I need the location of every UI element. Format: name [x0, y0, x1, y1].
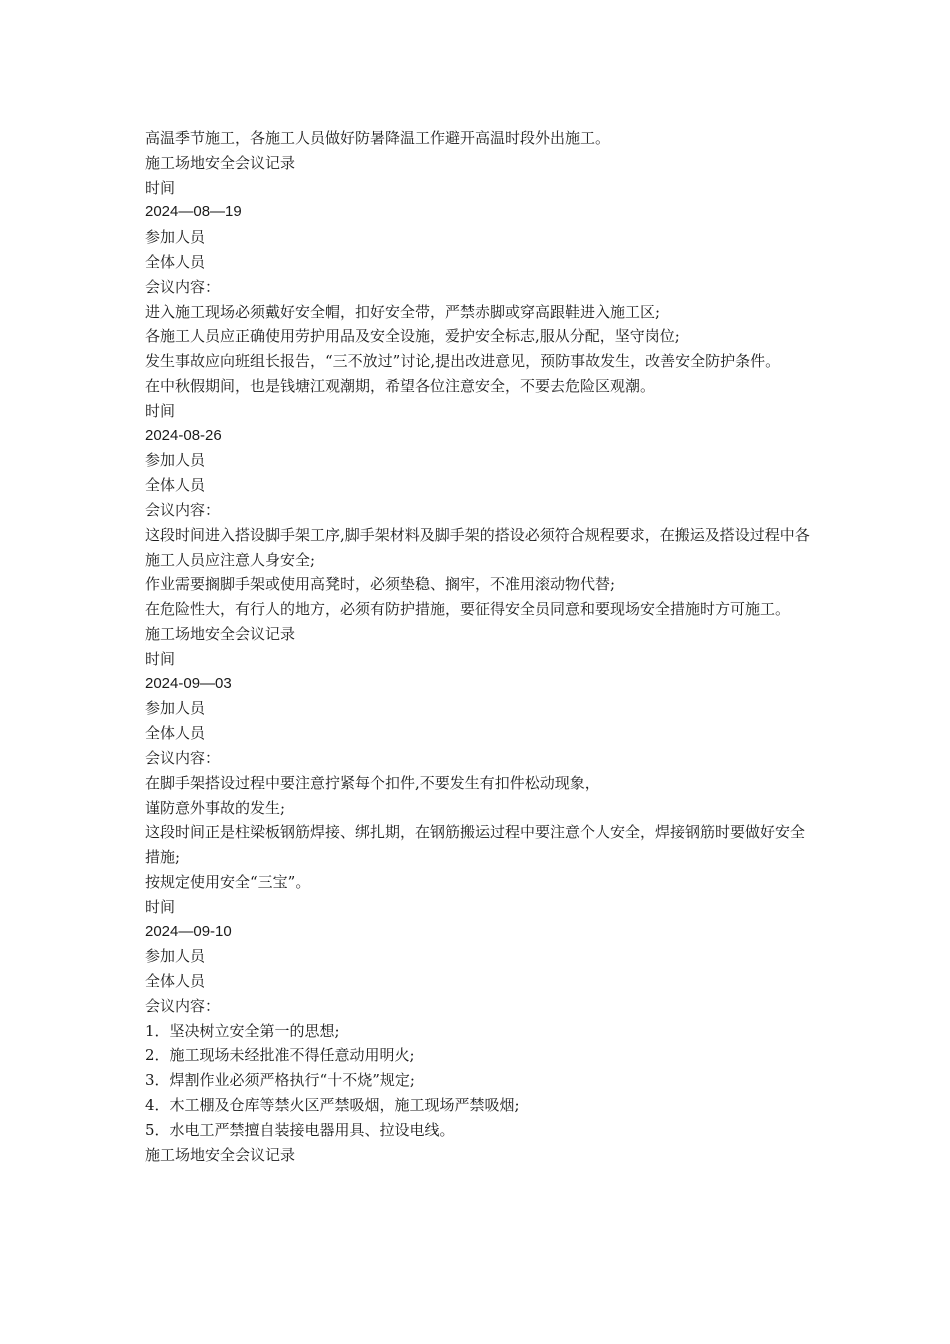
attendees-value: 全体人员 — [145, 252, 206, 271]
field-label-attendees: 参加人员 — [145, 451, 206, 470]
list-item: 3．焊割作业必须严格执行“十不烧”规定; — [145, 1071, 415, 1090]
text-line: 发生事故应向班组长报告，“三不放过”讨论,提出改进意见，预防事故发生，改善安全防护条件。 — [145, 352, 781, 371]
text-line: 在危险性大，有行人的地方，必须有防护措施，要征得安全员同意和要现场安全措施时方可施工。 — [145, 600, 791, 619]
date-value: 2024—09-10 — [145, 922, 232, 940]
date-value: 2024—08—19 — [145, 203, 242, 221]
text-line: 高温季节施工，各施工人员做好防暑降温工作避开高温时段外出施工。 — [145, 129, 611, 147]
field-label-content: 会议内容： — [145, 277, 221, 296]
date-value: 2024-09—03 — [145, 674, 232, 692]
list-item: 5．水电工严禁擅自装接电器用具、拉设电线。 — [145, 1120, 455, 1139]
field-label-content: 会议内容： — [145, 500, 221, 519]
text-line: 在脚手架搭设过程中要注意拧紧每个扣件,不要发生有扣件松动现象， — [145, 773, 600, 792]
section-title: 施工场地安全会议记录 — [145, 153, 296, 172]
field-label-attendees: 参加人员 — [145, 699, 206, 718]
field-label-time: 时间 — [145, 897, 176, 916]
date-value: 2024-08-26 — [145, 426, 222, 444]
section-title: 施工场地安全会议记录 — [145, 624, 296, 643]
field-label-attendees: 参加人员 — [145, 947, 206, 966]
document-body — [145, 126, 810, 1167]
field-label-content: 会议内容： — [145, 996, 221, 1015]
text-line: 按规定使用安全“三宝”。 — [145, 872, 311, 891]
attendees-value: 全体人员 — [145, 476, 206, 495]
text-line: 各施工人员应正确使用劳护用品及安全设施，爱护安全标志,服从分配，坚守岗位; — [145, 327, 680, 346]
list-item: 1．坚决树立安全第一的思想; — [145, 1021, 340, 1040]
text-line: 进入施工现场必须戴好安全帽，扣好安全带，严禁赤脚或穿高跟鞋进入施工区; — [145, 302, 661, 321]
text-line: 在中秋假期间，也是钱塘江观潮期，希望各位注意安全，不要去危险区观潮。 — [145, 376, 656, 395]
field-label-time: 时间 — [145, 178, 176, 197]
field-label-time: 时间 — [145, 401, 176, 420]
text-line: 作业需要搁脚手架或使用高凳时，必须垫稳、搁牢，不准用滚动物代替; — [145, 575, 616, 594]
list-item: 2．施工现场未经批准不得任意动用明火; — [145, 1046, 415, 1065]
field-label-content: 会议内容： — [145, 748, 221, 767]
attendees-value: 全体人员 — [145, 972, 206, 991]
field-label-attendees: 参加人员 — [145, 228, 206, 247]
text-line: 这段时间正是柱梁板钢筋焊接、绑扎期，在钢筋搬运过程中要注意个人安全，焊接钢筋时要做好安全措施; — [145, 823, 806, 867]
field-label-time: 时间 — [145, 649, 176, 668]
section-title: 施工场地安全会议记录 — [145, 1145, 296, 1164]
attendees-value: 全体人员 — [145, 724, 206, 743]
text-line: 这段时间进入搭设脚手架工序,脚手架材料及脚手架的搭设必须符合规程要求，在搬运及搭设过程中各施工人员应注意人身安全; — [145, 525, 810, 569]
list-item: 4．木工棚及仓库等禁火区严禁吸烟，施工现场严禁吸烟; — [145, 1096, 520, 1115]
text-line: 谨防意外事故的发生; — [145, 798, 286, 817]
